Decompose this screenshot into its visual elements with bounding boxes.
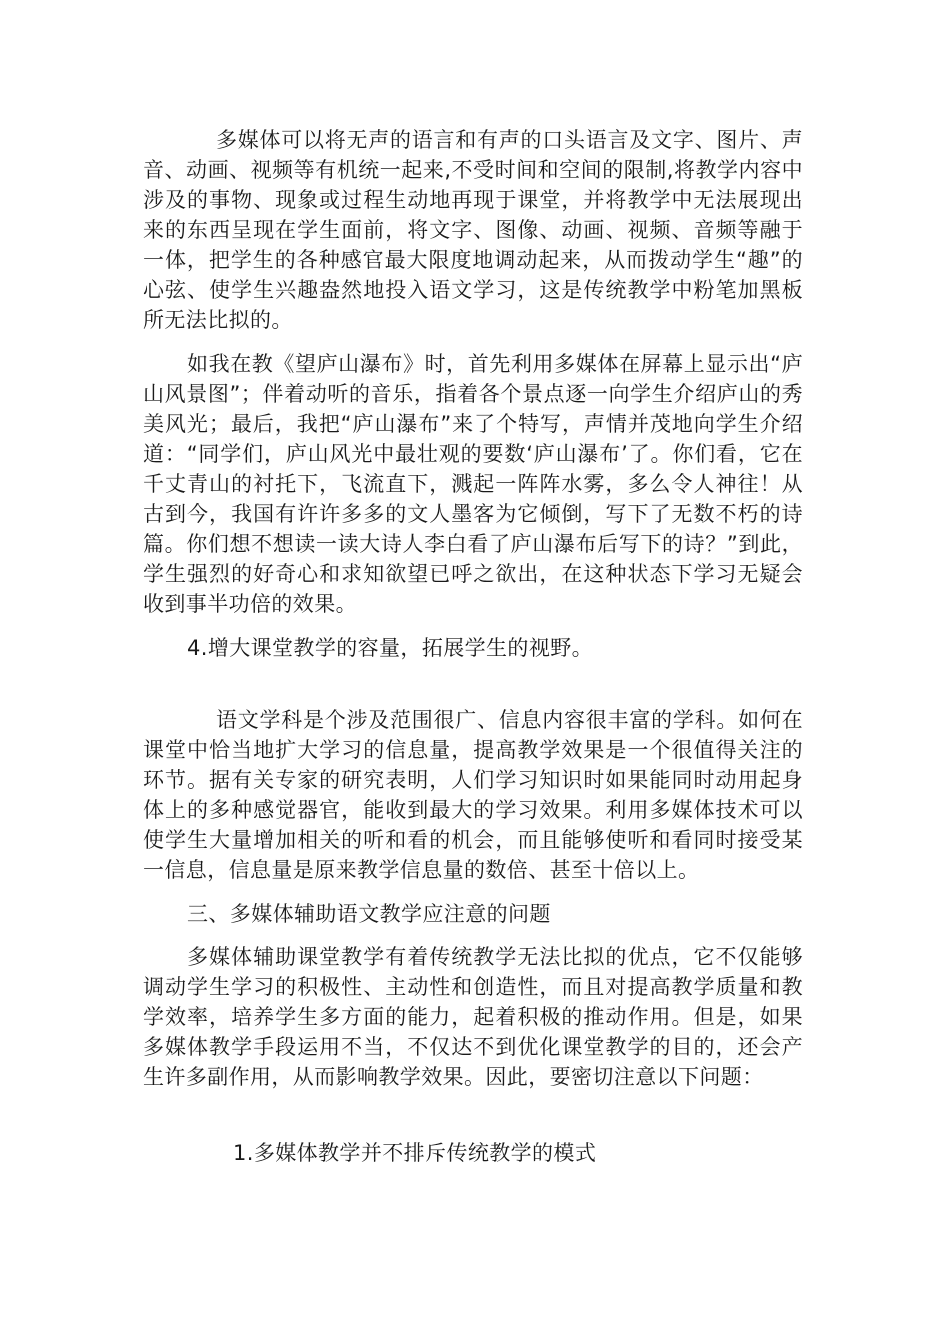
paragraph-information-volume: 语文学科是个涉及范围很广、信息内容很丰富的学科。如何在课堂中恰当地扩大学习的信息量，提高教学效果是一个很值得关注的环节。据有关专家的研究表明，人们学习知识时如果能同时动用起身体上的多种感觉器官，能收到最大的学习效果。利用多媒体技术可以使学生大量增加相关的听和看的机会，而且能够使听和看同时接受某一信息，信息量是原来教学信息量的数倍、甚至十倍以上。 [143,708,803,882]
heading-expand-capacity: 4.增大课堂教学的容量，拓展学生的视野。 [187,636,594,660]
heading-section-three: 三、多媒体辅助语文教学应注意的问题 [187,902,551,926]
paragraph-advantages-and-risks: 多媒体辅助课堂教学有着传统教学无法比拟的优点，它不仅能够调动学生学习的积极性、主动性和创造性，而且对提高教学质量和教学效率，培养学生多方面的能力，起着积极的推动作用。但是，如果多媒体教学手段运用不当，不仅达不到优化课堂教学的目的，还会产生许多副作用，从而影响教学效果。因此，要密切注意以下问题： [143,945,803,1089]
heading-point-one: 1.多媒体教学并不排斥传统教学的模式 [233,1141,597,1165]
paragraph-lushan-example: 如我在教《望庐山瀑布》时，首先利用多媒体在屏幕上显示出“庐山风景图”；伴着动听的音乐，指着各个景点逐一向学生介绍庐山的秀美风光；最后，我把“庐山瀑布”来了个特写，声情并茂地向学生介绍道：“同学们，庐山风光中最壮观的要数‘庐山瀑布’了。你们看，它在千丈青山的衬托下，飞流直下，溅起一阵阵水雾，多么令人神往！从古到今，我国有许许多多的文人墨客为它倾倒，写下了无数不朽的诗篇。你们想不想读一读大诗人李白看了庐山瀑布后写下的诗？”到此，学生强烈的好奇心和求知欲望已呼之欲出，在这种状态下学习无疑会收到事半功倍的效果。 [143,352,803,616]
paragraph-multimedia-integration: 多媒体可以将无声的语言和有声的口头语言及文字、图片、声音、动画、视频等有机统一起来,不受时间和空间的限制,将教学内容中涉及的事物、现象或过程生动地再现于课堂，并将教学中无法展现出来的东西呈现在学生面前，将文字、图像、动画、视频、音频等融于一体，把学生的各种感官最大限度地调动起来，从而拨动学生“趣”的心弦、使学生兴趣盎然地投入语文学习，这是传统教学中粉笔加黑板所无法比拟的。 [143,128,803,332]
